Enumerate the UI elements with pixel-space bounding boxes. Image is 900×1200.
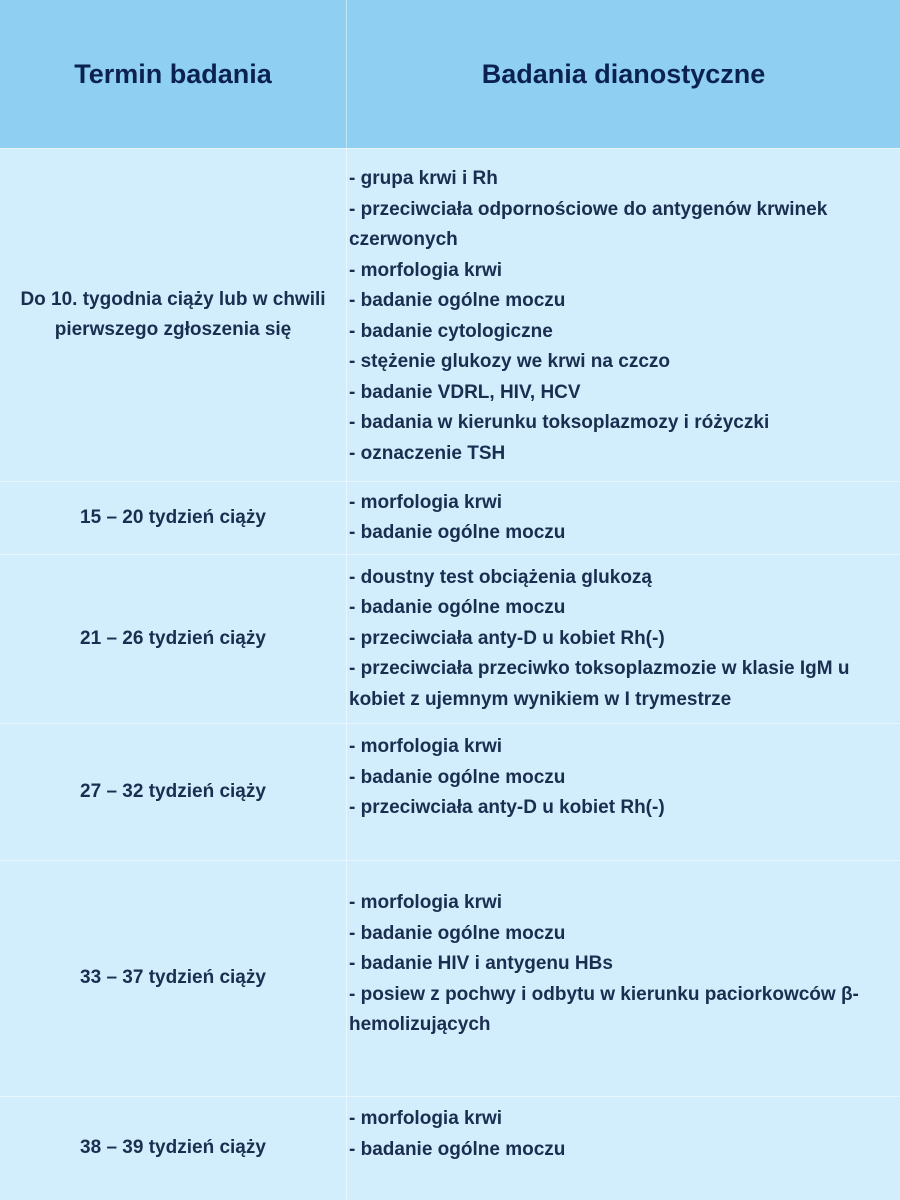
list-item: - przeciwciała anty-D u kobiet Rh(-) [349, 627, 665, 649]
table-row [0, 1096, 900, 1200]
table-row [0, 723, 900, 860]
tests-cell [347, 482, 900, 554]
list-item: - stężenie glukozy we krwi na czczo [349, 351, 670, 372]
list-item: - badanie ogólne moczu [349, 766, 566, 788]
list-item: - badanie ogólne moczu [349, 290, 566, 311]
list-item: - grupa krwi i Rh [349, 168, 498, 189]
table-row [0, 148, 900, 481]
list-item: - posiew z pochwy i odbytu w kierunku paciorkowców β-hemolizujących [349, 983, 859, 1035]
term-cell: 38 – 39 tydzień ciąży [0, 1097, 347, 1200]
list-item: - morfologia krwi [349, 736, 503, 757]
list-item: - doustny test obciążenia glukozą [349, 566, 652, 588]
tests-cell [347, 149, 900, 481]
tests-cell [347, 861, 900, 1096]
list-item: - morfologia krwi [349, 892, 503, 913]
tests-list [349, 1104, 890, 1165]
list-item: - przeciwciała odpornościowe do antygenów krwinek czerwonych [349, 198, 828, 250]
tests-list [349, 563, 890, 716]
list-item: - badanie ogólne moczu [349, 1138, 566, 1160]
tests-list [349, 888, 890, 1041]
table-row [0, 481, 900, 554]
table-row [0, 860, 900, 1096]
term-cell: Do 10. tygodnia ciąży lub w chwili pierwszego zgłoszenia się [0, 149, 347, 481]
list-item: - badanie ogólne moczu [349, 522, 566, 543]
list-item: - morfologia krwi [349, 259, 503, 281]
table-header [0, 0, 900, 148]
list-item: - morfologia krwi [349, 491, 503, 513]
term-cell: 33 – 37 tydzień ciąży [0, 861, 347, 1096]
tests-list [349, 164, 890, 469]
header-term: Termin badania [0, 0, 347, 148]
tests-cell [347, 555, 900, 723]
list-item: - badania w kierunku toksoplazmozy i różyczki [349, 412, 770, 433]
list-item: - przeciwciała przeciwko toksoplazmozie w klasie IgM u kobiet z ujemnym wynikiem w I trymestrze [349, 658, 850, 710]
list-item: - oznaczenie TSH [349, 442, 506, 464]
list-item: - badanie ogólne moczu [349, 597, 566, 619]
list-item: - badanie VDRL, HIV, HCV [349, 381, 581, 403]
tests-cell [347, 724, 900, 860]
list-item: - badanie cytologiczne [349, 320, 553, 342]
list-item: - badanie ogólne moczu [349, 922, 566, 944]
term-cell: 27 – 32 tydzień ciąży [0, 724, 347, 860]
list-item: - badanie HIV i antygenu HBs [349, 953, 613, 974]
list-item: - morfologia krwi [349, 1108, 503, 1129]
header-tests: Badania dianostyczne [481, 58, 766, 89]
term-cell: 21 – 26 tydzień ciąży [0, 555, 347, 723]
tests-cell [347, 1097, 900, 1200]
term-cell: 15 – 20 tydzień ciąży [0, 482, 347, 554]
table-row [0, 554, 900, 723]
tests-list [349, 488, 890, 549]
list-item: - przeciwciała anty-D u kobiet Rh(-) [349, 797, 665, 818]
tests-list [349, 732, 890, 824]
